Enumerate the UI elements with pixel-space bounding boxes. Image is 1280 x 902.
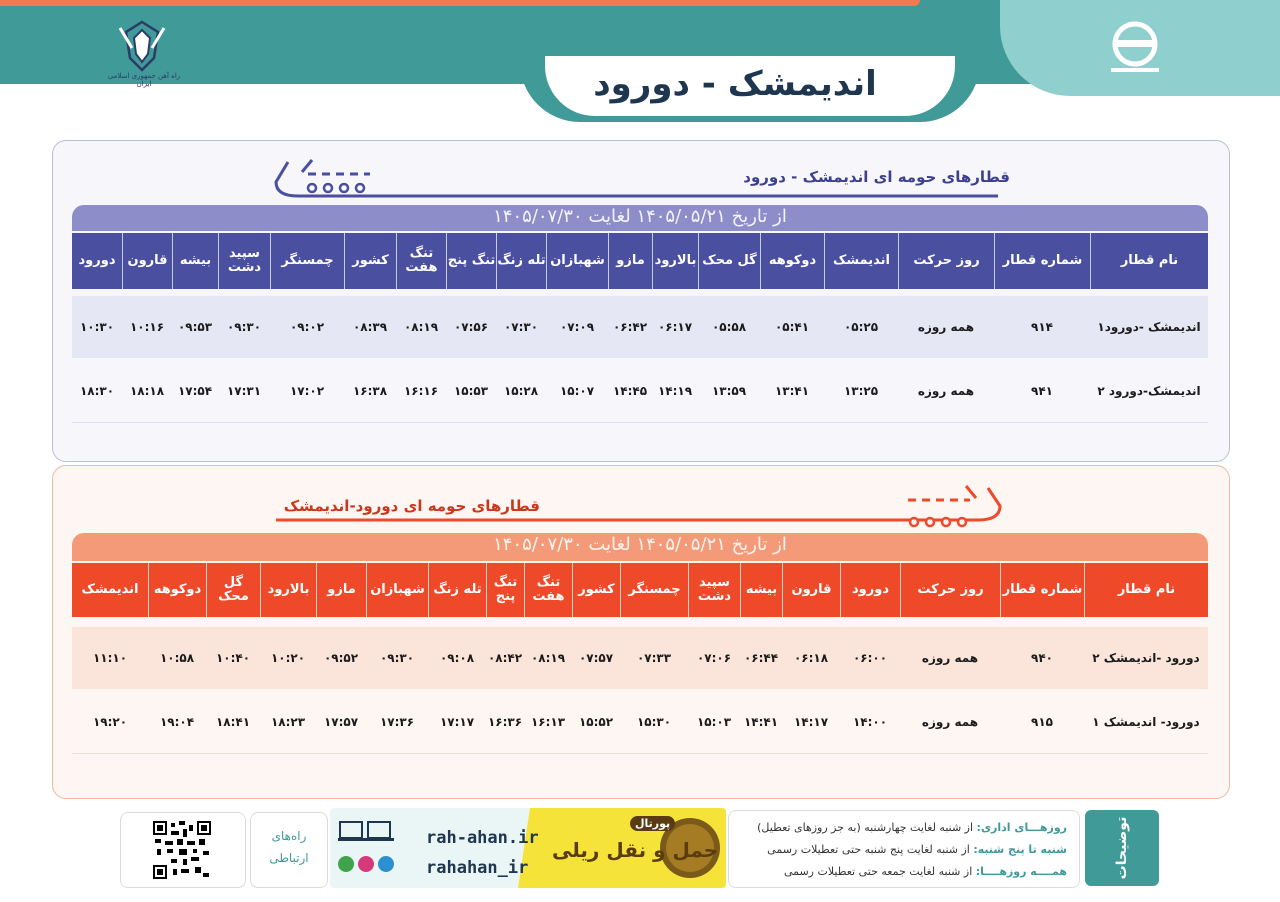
table-cell: ۰۹:۵۳ <box>177 320 213 334</box>
table-cell: ۱۴:۴۵ <box>612 384 648 398</box>
table-cell: ۰۹:۳۰ <box>379 651 415 665</box>
column-header: تنگ هفت <box>524 563 572 617</box>
column-header: شماره قطار <box>994 233 1090 289</box>
column-header: سپید دشت <box>218 233 270 289</box>
table-cell: ۱۰:۳۰ <box>79 320 115 334</box>
table-cell: ۱۸:۳۰ <box>79 384 115 398</box>
website-link[interactable]: rah-ahan.ir <box>426 828 539 848</box>
qr-code-icon[interactable] <box>153 821 211 879</box>
table-cell: ۹۱۴ <box>1031 320 1053 334</box>
table-cell: ۱۰:۲۰ <box>270 651 306 665</box>
column-header: کشور <box>344 233 396 289</box>
contact-label: راه‌های <box>271 829 307 843</box>
column-header: بیشه <box>740 563 782 617</box>
notes-box <box>728 810 1080 888</box>
table-cell: ۱۷:۳۶ <box>379 715 415 729</box>
section1-header-row <box>72 233 1208 289</box>
contact-box <box>250 812 328 888</box>
table-cell: ۱۶:۳۶ <box>487 715 523 729</box>
column-header: شماره قطار <box>1000 563 1084 617</box>
page-title: اندیمشک - دورود <box>593 64 877 104</box>
column-header: چمسنگر <box>270 233 344 289</box>
description-label: توضیحات <box>1114 816 1130 880</box>
table-cell: ۱۰:۴۰ <box>215 651 251 665</box>
table-cell: ۱۳:۲۵ <box>843 384 879 398</box>
table-cell: ۰۸:۳۹ <box>352 320 388 334</box>
table-row <box>72 360 1208 423</box>
table-cell: ۰۷:۰۹ <box>559 320 595 334</box>
column-header: اندیمشک <box>824 233 898 289</box>
table-cell: ۰۷:۵۶ <box>453 320 489 334</box>
section1-date-range: از تاریخ ۱۴۰۵/۰۵/۲۱ لغایت ۱۴۰۵/۰۷/۳۰ <box>72 205 1208 231</box>
column-header: دورود <box>72 233 122 289</box>
section2-header-row <box>72 563 1208 617</box>
column-header: تنگ هفت <box>396 233 446 289</box>
column-header: تله زنگ <box>496 233 546 289</box>
table-cell: ۰۷:۳۰ <box>503 320 539 334</box>
column-header: چمسنگر <box>620 563 688 617</box>
column-header: مازو <box>316 563 366 617</box>
table-cell: همه روزه <box>921 651 979 665</box>
table-cell: ۰۶:۴۴ <box>743 651 779 665</box>
table-cell: ۱۶:۱۳ <box>530 715 566 729</box>
table-cell: ۱۵:۵۳ <box>453 384 489 398</box>
column-header: تنگ پنج <box>486 563 524 617</box>
table-cell: ۰۹:۰۲ <box>289 320 325 334</box>
table-row <box>72 627 1208 689</box>
column-header: اندیمشک <box>72 563 148 617</box>
column-header: نام قطار <box>1084 563 1208 617</box>
column-header: قارون <box>122 233 172 289</box>
column-header: تنگ پنج <box>446 233 496 289</box>
table-cell: ۱۳:۵۹ <box>711 384 747 398</box>
table-cell: ۹۴۰ <box>1031 651 1053 665</box>
column-header: دوکوهه <box>760 233 824 289</box>
table-cell: دورود- اندیمشک ۱ <box>1092 715 1200 729</box>
table-cell: ۱۰:۱۶ <box>129 320 165 334</box>
table-cell: ۱۳:۴۱ <box>774 384 810 398</box>
raja-logo-icon <box>1105 20 1165 78</box>
social-handle[interactable]: rahahan_ir <box>426 858 529 878</box>
table-cell: همه روزه <box>917 320 975 334</box>
table-cell: ۱۷:۰۲ <box>289 384 325 398</box>
note-line <box>784 865 1067 878</box>
column-header: گل محک <box>206 563 260 617</box>
table-cell: ۱۸:۱۸ <box>129 384 165 398</box>
table-cell: ۱۹:۰۴ <box>159 715 195 729</box>
table-cell: ۰۹:۵۲ <box>323 651 359 665</box>
table-cell: ۱۵:۵۲ <box>578 715 614 729</box>
banner-slogan: حمل و نقل ریلی <box>552 838 719 862</box>
header-accent-stripe <box>0 0 920 6</box>
table-cell: ۰۸:۱۹ <box>403 320 439 334</box>
portal-banner[interactable] <box>330 808 726 888</box>
description-tab <box>1085 810 1159 886</box>
table-cell: ۰۶:۰۰ <box>852 651 888 665</box>
table-cell: ۰۷:۳۳ <box>636 651 672 665</box>
table-cell: اندیمشک -دورود۱ <box>1097 320 1201 334</box>
table-cell: دورود -اندیمشک ۲ <box>1092 651 1200 665</box>
table-cell: همه روزه <box>917 384 975 398</box>
qr-box <box>120 812 246 888</box>
portal-badge: پورتال <box>630 816 675 831</box>
note-text: از شنبه لغایت چهارشنبه (به جز روزهای تعطیل) <box>757 821 977 834</box>
table-row <box>72 691 1208 754</box>
table-cell: ۱۴:۴۱ <box>743 715 779 729</box>
table-cell: ۱۴:۱۹ <box>657 384 693 398</box>
emblem-caption: راه آهن جمهوری اسلامی ایران <box>107 72 181 88</box>
note-text: از شنبه لغایت پنج شنبه حتی تعطیلات رسمی <box>767 843 974 856</box>
column-header: دورود <box>840 563 900 617</box>
table-cell: ۰۶:۱۷ <box>657 320 693 334</box>
table-cell: اندیمشک-دورود ۲ <box>1097 384 1201 398</box>
devices-icon <box>336 816 396 880</box>
column-header: روز حرکت <box>900 563 1000 617</box>
section2-date-range: از تاریخ ۱۴۰۵/۰۵/۲۱ لغایت ۱۴۰۵/۰۷/۳۰ <box>72 533 1208 561</box>
table-cell: ۰۵:۲۵ <box>843 320 879 334</box>
note-line <box>767 843 1067 856</box>
table-cell: ۰۵:۴۱ <box>774 320 810 334</box>
table-cell: ۱۷:۳۱ <box>226 384 262 398</box>
table-cell: ۱۷:۱۷ <box>439 715 475 729</box>
table-cell: ۰۶:۱۸ <box>793 651 829 665</box>
section1-title: قطارهای حومه ای اندیمشک - دورود <box>700 168 1010 186</box>
table-cell: ۱۴:۰۰ <box>852 715 888 729</box>
column-header: بالارود <box>652 233 698 289</box>
table-cell: ۰۵:۵۸ <box>711 320 747 334</box>
table-cell: ۱۱:۱۰ <box>92 651 128 665</box>
column-header: شهبازان <box>366 563 428 617</box>
note-label: شنبه تا پنج شنبه: <box>973 843 1067 856</box>
table-cell: ۰۶:۴۲ <box>612 320 648 334</box>
column-header: قارون <box>782 563 840 617</box>
column-header: شهبازان <box>546 233 608 289</box>
table-cell: ۱۵:۰۷ <box>559 384 595 398</box>
column-header: بیشه <box>172 233 218 289</box>
note-label: روزهـــای اداری: <box>976 821 1067 834</box>
table-cell: ۰۷:۰۶ <box>696 651 732 665</box>
column-header: سپید دشت <box>688 563 740 617</box>
column-header: نام قطار <box>1090 233 1208 289</box>
table-row <box>72 296 1208 358</box>
table-cell: ۰۷:۵۷ <box>578 651 614 665</box>
column-header: روز حرکت <box>898 233 994 289</box>
table-cell: ۹۱۵ <box>1031 715 1053 729</box>
table-cell: ۱۵:۲۸ <box>503 384 539 398</box>
column-header: مازو <box>608 233 652 289</box>
table-cell: ۱۶:۱۶ <box>403 384 439 398</box>
note-line <box>757 821 1067 834</box>
table-cell: ۱۹:۲۰ <box>92 715 128 729</box>
section2-title: قطارهای حومه ای دورود-اندیمشک <box>270 497 540 515</box>
column-header: بالارود <box>260 563 316 617</box>
table-cell: ۰۹:۳۰ <box>226 320 262 334</box>
table-cell: همه روزه <box>921 715 979 729</box>
table-cell: ۰۸:۴۲ <box>487 651 523 665</box>
table-cell: ۰۸:۱۹ <box>530 651 566 665</box>
table-cell: ۱۶:۳۸ <box>352 384 388 398</box>
table-cell: ۱۸:۲۳ <box>270 715 306 729</box>
column-header: کشور <box>572 563 620 617</box>
note-text: از شنبه لغایت جمعه حتی تعطیلات رسمی <box>783 865 976 878</box>
column-header: گل محک <box>698 233 760 289</box>
table-cell: ۱۸:۴۱ <box>215 715 251 729</box>
table-cell: ۱۵:۳۰ <box>636 715 672 729</box>
table-cell: ۱۴:۱۷ <box>793 715 829 729</box>
column-header: دوکوهه <box>148 563 206 617</box>
contact-label: ارتباطی <box>269 851 309 865</box>
table-cell: ۱۷:۵۷ <box>323 715 359 729</box>
note-label: همــــه روزهــــا: <box>975 865 1067 878</box>
railway-emblem-icon <box>112 18 172 78</box>
table-cell: ۱۰:۵۸ <box>159 651 195 665</box>
table-cell: ۱۷:۵۴ <box>177 384 213 398</box>
table-cell: ۰۹:۰۸ <box>439 651 475 665</box>
column-header: تله زنگ <box>428 563 486 617</box>
table-cell: ۱۵:۰۳ <box>696 715 732 729</box>
table-cell: ۹۴۱ <box>1031 384 1053 398</box>
